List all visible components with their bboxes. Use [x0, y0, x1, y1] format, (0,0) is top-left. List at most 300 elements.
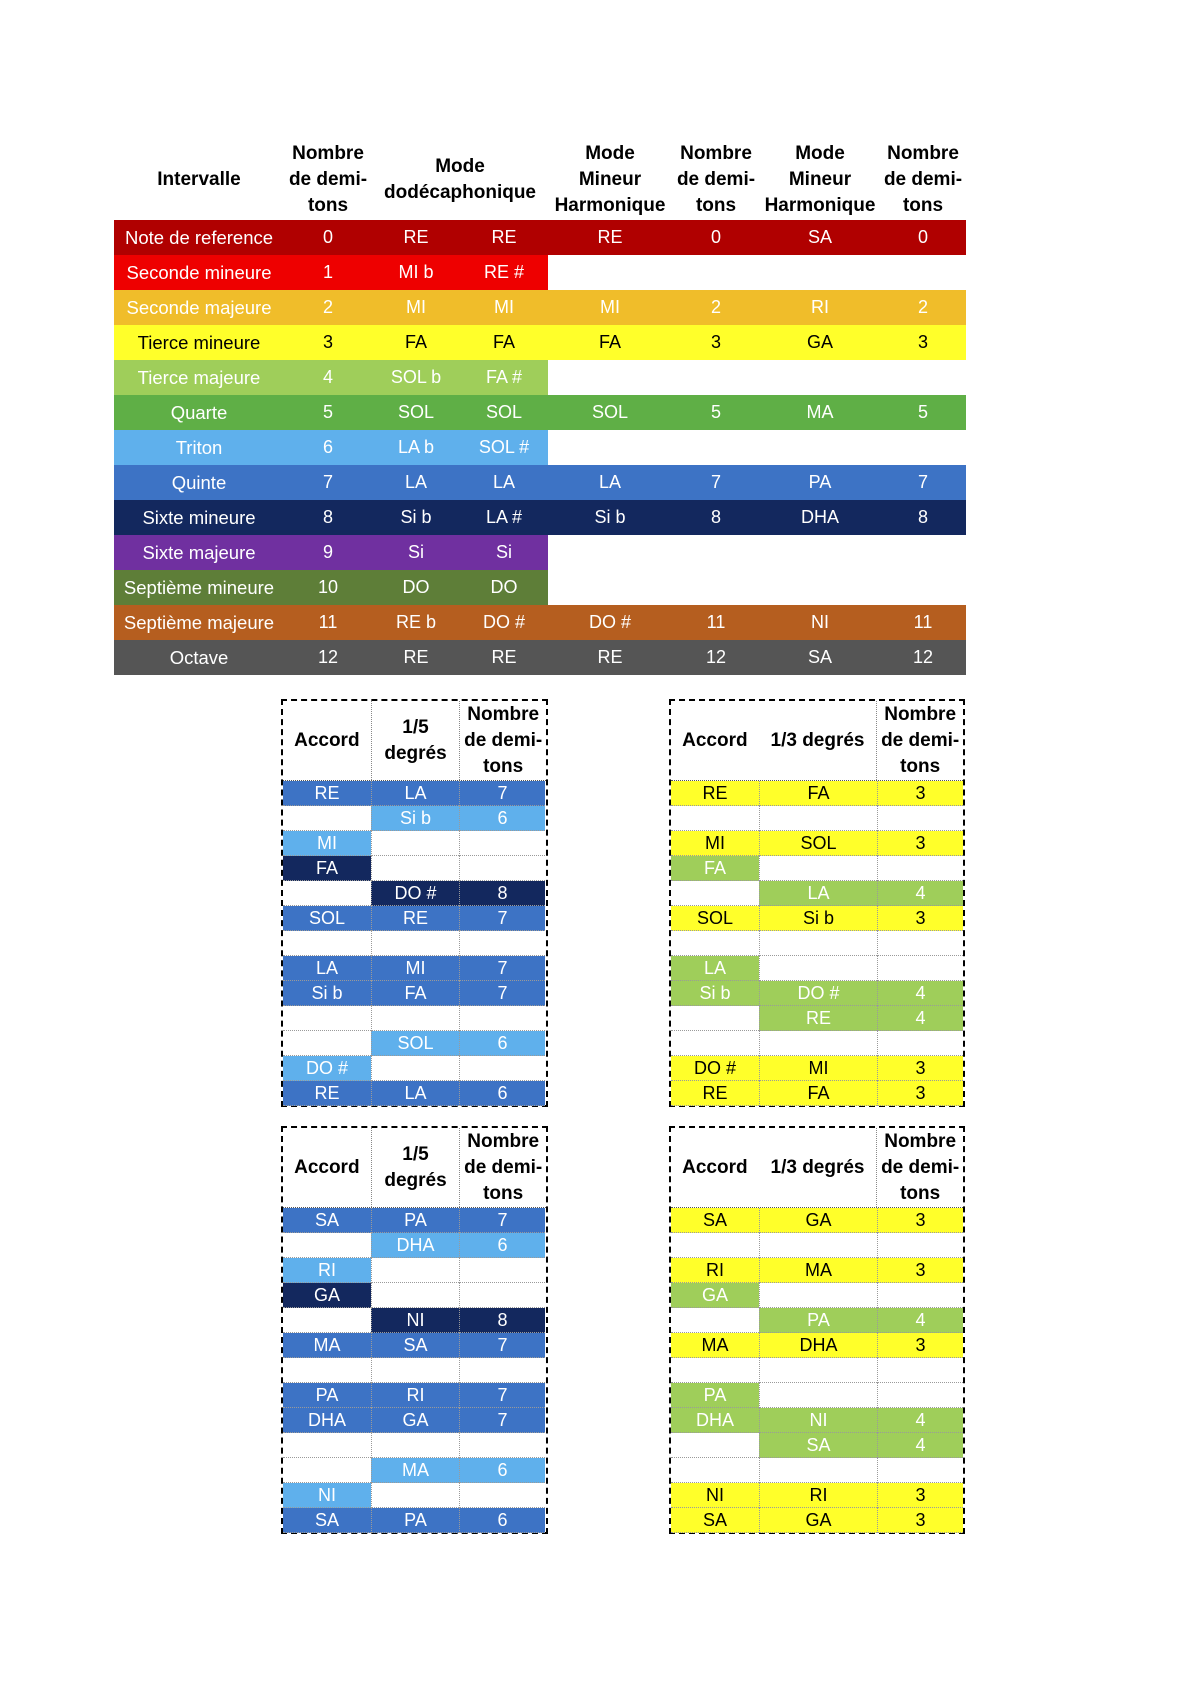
chord-degree	[759, 956, 877, 981]
interval-name: Quarte	[114, 395, 284, 430]
chord-note: SA	[671, 1208, 759, 1233]
chord-semitones	[459, 1433, 545, 1458]
chord-semitones	[459, 1283, 545, 1308]
chord-semitones	[877, 1031, 963, 1056]
interval-cell: 7	[284, 465, 372, 500]
header-mode-mineur-harmonique	[548, 140, 672, 220]
interval-cell	[672, 535, 760, 570]
chord-semitones	[459, 1483, 545, 1508]
interval-row	[114, 430, 966, 465]
header-line: Nombre	[887, 143, 959, 164]
chord-degree: RI	[759, 1483, 877, 1508]
chord-degree: PA	[371, 1208, 459, 1233]
chord-row	[283, 1308, 546, 1333]
interval-cell: 1	[284, 255, 372, 290]
interval-cell: 0	[672, 220, 760, 255]
chord-semitones: 3	[877, 1081, 963, 1106]
chord-note	[283, 1358, 371, 1383]
interval-cell: 8	[880, 500, 966, 535]
chord-degree	[371, 1258, 459, 1283]
chord-semitones	[459, 931, 545, 956]
interval-row	[114, 290, 966, 325]
chord-semitones: 4	[877, 1006, 963, 1031]
interval-name: Note de reference	[114, 220, 284, 255]
interval-cell: LA	[460, 465, 548, 500]
interval-cell: 3	[672, 325, 760, 360]
chord-semitones	[877, 1383, 963, 1408]
chord-degree: SOL	[371, 1031, 459, 1056]
interval-table-header	[114, 140, 966, 220]
chord-row	[283, 1508, 546, 1533]
interval-cell: 5	[284, 395, 372, 430]
header-line: Nombre	[884, 1130, 957, 1152]
chord-note	[671, 1458, 759, 1483]
interval-name: Sixte majeure	[114, 535, 284, 570]
chord-row	[671, 1031, 963, 1056]
header-line: Nombre	[467, 1130, 540, 1152]
chord-degree: GA	[371, 1408, 459, 1433]
interval-row	[114, 325, 966, 360]
chord-semitones: 4	[877, 1433, 963, 1458]
interval-name: Tierce mineure	[114, 325, 284, 360]
chord-note	[671, 806, 759, 831]
chord-semitones: 3	[877, 831, 963, 856]
chord-degree: FA	[759, 781, 877, 806]
chord-degree	[371, 1433, 459, 1458]
header-line: de demi-	[883, 169, 963, 190]
chord-note: GA	[671, 1283, 759, 1308]
chord-degree	[759, 1283, 877, 1308]
chord-note: SA	[283, 1508, 371, 1533]
header-line: Mineur	[788, 169, 852, 190]
chord-row	[671, 1208, 963, 1233]
interval-cell: LA	[372, 465, 460, 500]
chord-semitones: 3	[877, 1258, 963, 1283]
interval-row	[114, 605, 966, 640]
chord-row	[283, 1358, 546, 1383]
interval-cell: RE	[372, 640, 460, 675]
chord-table-fifths-western	[281, 699, 548, 1107]
interval-cell: 2	[284, 290, 372, 325]
chord-header-cell	[759, 1128, 877, 1207]
chord-row	[283, 1283, 546, 1308]
chord-row	[671, 1483, 963, 1508]
header-mode-mineur-harmonique	[760, 140, 880, 220]
chord-semitones: 3	[877, 1333, 963, 1358]
interval-cell	[880, 430, 966, 465]
chord-note	[283, 1006, 371, 1031]
chord-row	[283, 1006, 546, 1031]
interval-cell: 2	[880, 290, 966, 325]
interval-name: Seconde majeure	[114, 290, 284, 325]
interval-cell	[880, 255, 966, 290]
chord-semitones: 8	[459, 1308, 545, 1333]
interval-cell: GA	[760, 325, 880, 360]
interval-cell: 9	[284, 535, 372, 570]
chord-semitones	[459, 831, 545, 856]
chord-note: SA	[283, 1208, 371, 1233]
interval-cell: 5	[672, 395, 760, 430]
header-line: 1/5 degrés	[384, 716, 447, 764]
chord-note: RE	[671, 1081, 759, 1106]
header-line: tons	[900, 755, 941, 777]
interval-cell: 11	[672, 605, 760, 640]
chord-semitones	[877, 806, 963, 831]
chord-degree	[371, 1283, 459, 1308]
chord-row	[283, 1458, 546, 1483]
chord-header-cell	[459, 1128, 546, 1207]
chord-degree: MA	[759, 1258, 877, 1283]
chord-note: DHA	[283, 1408, 371, 1433]
chord-semitones: 4	[877, 1408, 963, 1433]
chord-note: GA	[283, 1283, 371, 1308]
chord-degree: MI	[759, 1056, 877, 1081]
chord-note: LA	[671, 956, 759, 981]
chord-row	[283, 956, 546, 981]
header-line: tons	[902, 195, 944, 216]
chord-note: FA	[671, 856, 759, 881]
interval-cell: SOL	[372, 395, 460, 430]
chord-semitones: 8	[459, 881, 545, 906]
chord-semitones: 6	[459, 1081, 545, 1106]
interval-cell: FA	[548, 325, 672, 360]
chord-degree: DO #	[759, 981, 877, 1006]
chord-degree: DO #	[371, 881, 459, 906]
chord-degree: DHA	[759, 1333, 877, 1358]
chord-degree	[759, 931, 877, 956]
interval-cell: Si b	[372, 500, 460, 535]
chord-table-fifths-indian	[281, 1126, 548, 1534]
chord-note	[283, 806, 371, 831]
interval-cell: DO	[460, 570, 548, 605]
chord-degree: RE	[759, 1006, 877, 1031]
chord-degree: PA	[759, 1308, 877, 1333]
header-line: Nombre	[680, 143, 752, 164]
chord-degree: SA	[371, 1333, 459, 1358]
interval-cell	[548, 570, 672, 605]
chord-row	[283, 906, 546, 931]
header-demi-tons	[672, 140, 760, 220]
chord-note: MA	[671, 1333, 759, 1358]
chord-table-header	[283, 701, 546, 781]
interval-cell: LA #	[460, 500, 548, 535]
interval-cell: SOL #	[460, 430, 548, 465]
chord-row	[283, 1208, 546, 1233]
chord-note	[283, 1308, 371, 1333]
chord-header-cell	[876, 1128, 963, 1207]
interval-row	[114, 500, 966, 535]
interval-cell: 5	[880, 395, 966, 430]
interval-name: Tierce majeure	[114, 360, 284, 395]
interval-cell: LA	[548, 465, 672, 500]
chord-degree	[371, 1056, 459, 1081]
interval-row	[114, 220, 966, 255]
chord-header-cell	[371, 701, 460, 780]
chord-degree	[759, 806, 877, 831]
chord-table-header	[671, 701, 963, 781]
chord-row	[671, 1433, 963, 1458]
interval-cell: MI b	[372, 255, 460, 290]
chord-note: RI	[283, 1258, 371, 1283]
interval-row	[114, 535, 966, 570]
chord-note	[671, 1031, 759, 1056]
chord-degree	[759, 1358, 877, 1383]
interval-cell: 0	[284, 220, 372, 255]
header-line: de demi-	[881, 1156, 960, 1178]
interval-cell: SOL	[460, 395, 548, 430]
chord-note	[283, 1031, 371, 1056]
chord-degree: GA	[759, 1508, 877, 1533]
header-line: tons	[483, 755, 524, 777]
interval-cell: MI	[548, 290, 672, 325]
interval-row	[114, 570, 966, 605]
header-line: dodécaphonique	[384, 182, 536, 203]
chord-degree	[371, 931, 459, 956]
interval-name: Septième mineure	[114, 570, 284, 605]
chord-semitones	[459, 1006, 545, 1031]
interval-cell: PA	[760, 465, 880, 500]
header-line: tons	[483, 1182, 524, 1204]
chord-semitones: 7	[459, 781, 545, 806]
chord-degree: LA	[371, 1081, 459, 1106]
chord-row	[283, 881, 546, 906]
interval-name: Seconde mineure	[114, 255, 284, 290]
interval-cell: SOL b	[372, 360, 460, 395]
chord-degree: MA	[371, 1458, 459, 1483]
interval-cell: DHA	[760, 500, 880, 535]
header-line: de demi-	[676, 169, 756, 190]
chord-row	[671, 1081, 963, 1106]
interval-cell: 8	[672, 500, 760, 535]
chord-semitones	[877, 1458, 963, 1483]
header-line: Harmonique	[554, 195, 666, 216]
interval-cell: FA	[372, 325, 460, 360]
chord-semitones: 6	[459, 1508, 545, 1533]
chord-degree: RE	[371, 906, 459, 931]
interval-cell	[672, 430, 760, 465]
interval-cell: 7	[672, 465, 760, 500]
chord-semitones	[877, 856, 963, 881]
interval-name: Septième majeure	[114, 605, 284, 640]
interval-cell: FA #	[460, 360, 548, 395]
chord-degree	[759, 1031, 877, 1056]
chord-note: Si b	[283, 981, 371, 1006]
interval-cell: MI	[460, 290, 548, 325]
chord-degree	[371, 1483, 459, 1508]
interval-cell: 3	[880, 325, 966, 360]
chord-degree	[371, 1006, 459, 1031]
chord-row	[671, 1006, 963, 1031]
chord-semitones: 6	[459, 806, 545, 831]
interval-cell	[760, 360, 880, 395]
interval-cell: 0	[880, 220, 966, 255]
chord-row	[283, 806, 546, 831]
chord-degree: SOL	[759, 831, 877, 856]
chord-semitones: 6	[459, 1458, 545, 1483]
interval-cell	[548, 430, 672, 465]
chord-degree: NI	[759, 1408, 877, 1433]
interval-cell: 8	[284, 500, 372, 535]
chord-semitones	[459, 856, 545, 881]
chord-semitones: 7	[459, 906, 545, 931]
interval-cell: FA	[460, 325, 548, 360]
chord-note: DO #	[283, 1056, 371, 1081]
chord-row	[671, 1283, 963, 1308]
chord-row	[283, 781, 546, 806]
header-line: Mode	[435, 156, 485, 177]
interval-name: Sixte mineure	[114, 500, 284, 535]
interval-cell: Si	[372, 535, 460, 570]
chord-degree	[759, 1233, 877, 1258]
chord-row	[283, 1383, 546, 1408]
interval-cell: RI	[760, 290, 880, 325]
chord-semitones	[877, 1283, 963, 1308]
chord-note: DO #	[671, 1056, 759, 1081]
chord-row	[283, 1233, 546, 1258]
chord-degree: MI	[371, 956, 459, 981]
chord-semitones: 3	[877, 1208, 963, 1233]
chord-note: NI	[671, 1483, 759, 1508]
chord-note	[671, 1433, 759, 1458]
chord-degree	[371, 856, 459, 881]
interval-cell: 6	[284, 430, 372, 465]
chord-note: FA	[283, 856, 371, 881]
chord-note: LA	[283, 956, 371, 981]
interval-cell: DO #	[460, 605, 548, 640]
chord-row	[671, 1358, 963, 1383]
chord-row	[283, 1408, 546, 1433]
interval-row	[114, 465, 966, 500]
header-line: Mode	[795, 143, 845, 164]
chord-semitones: 3	[877, 906, 963, 931]
chord-row	[671, 881, 963, 906]
chord-note	[671, 1308, 759, 1333]
chord-note: NI	[283, 1483, 371, 1508]
interval-name: Quinte	[114, 465, 284, 500]
interval-cell: 12	[672, 640, 760, 675]
chord-row	[283, 831, 546, 856]
chord-note	[283, 881, 371, 906]
header-line: tons	[695, 195, 737, 216]
interval-cell: 4	[284, 360, 372, 395]
chord-row	[671, 806, 963, 831]
chord-table-thirds-western	[669, 699, 965, 1107]
chord-note	[283, 931, 371, 956]
header-line: Accord	[682, 1156, 748, 1178]
header-line: de demi-	[464, 729, 543, 751]
chord-degree: SA	[759, 1433, 877, 1458]
chord-row	[283, 1258, 546, 1283]
chord-note: MI	[283, 831, 371, 856]
chord-semitones: 6	[459, 1031, 545, 1056]
chord-row	[671, 1233, 963, 1258]
chord-header-cell	[759, 701, 877, 780]
chord-degree: Si b	[371, 806, 459, 831]
chord-degree: FA	[371, 981, 459, 1006]
interval-cell: 3	[284, 325, 372, 360]
chord-degree: PA	[371, 1508, 459, 1533]
chord-row	[671, 831, 963, 856]
chord-row	[283, 1081, 546, 1106]
chord-row	[283, 931, 546, 956]
chord-row	[283, 1433, 546, 1458]
chord-row	[283, 1333, 546, 1358]
header-line: Nombre	[292, 143, 364, 164]
header-line: Accord	[294, 729, 360, 751]
interval-cell	[672, 255, 760, 290]
interval-cell: Si b	[548, 500, 672, 535]
chord-note: SOL	[671, 906, 759, 931]
chord-semitones: 7	[459, 981, 545, 1006]
interval-name: Triton	[114, 430, 284, 465]
chord-note: SOL	[283, 906, 371, 931]
interval-cell	[548, 535, 672, 570]
interval-cell: RE	[372, 220, 460, 255]
chord-semitones	[877, 1358, 963, 1383]
header-line: Mode	[585, 143, 635, 164]
chord-note: RE	[283, 781, 371, 806]
interval-cell	[880, 570, 966, 605]
chord-semitones: 4	[877, 1308, 963, 1333]
chord-note: MI	[671, 831, 759, 856]
interval-cell	[548, 360, 672, 395]
interval-cell: LA b	[372, 430, 460, 465]
chord-header-cell	[283, 1128, 371, 1207]
interval-cell: RE	[548, 220, 672, 255]
interval-cell: MI	[372, 290, 460, 325]
chord-header-cell	[459, 701, 546, 780]
header-line: 1/3 degrés	[770, 1156, 865, 1178]
chord-semitones	[459, 1358, 545, 1383]
header-line: Accord	[294, 1156, 360, 1178]
interval-cell: 7	[880, 465, 966, 500]
chord-header-cell	[371, 1128, 460, 1207]
chord-note: RI	[671, 1258, 759, 1283]
chord-header-cell	[671, 1128, 759, 1207]
chord-row	[671, 1333, 963, 1358]
interval-row	[114, 640, 966, 675]
chord-note	[671, 1233, 759, 1258]
interval-cell: DO #	[548, 605, 672, 640]
interval-cell: 12	[284, 640, 372, 675]
chord-note	[671, 881, 759, 906]
chord-degree: FA	[759, 1081, 877, 1106]
interval-cell: MA	[760, 395, 880, 430]
chord-semitones: 4	[877, 981, 963, 1006]
interval-cell	[760, 255, 880, 290]
chord-row	[671, 1308, 963, 1333]
interval-cell: NI	[760, 605, 880, 640]
header-intervalle	[114, 140, 284, 220]
chord-semitones: 7	[459, 956, 545, 981]
chord-degree	[759, 1458, 877, 1483]
interval-cell: RE	[548, 640, 672, 675]
interval-cell: SA	[760, 640, 880, 675]
chord-semitones: 4	[877, 881, 963, 906]
header-demi-tons	[880, 140, 966, 220]
interval-cell	[672, 570, 760, 605]
interval-cell: 12	[880, 640, 966, 675]
header-mode-dodecaphonique	[372, 140, 548, 220]
interval-cell	[880, 535, 966, 570]
chord-row	[671, 1383, 963, 1408]
chord-note	[283, 1433, 371, 1458]
chord-semitones: 7	[459, 1333, 545, 1358]
interval-cell: 10	[284, 570, 372, 605]
chord-note: SA	[671, 1508, 759, 1533]
interval-cell: RE b	[372, 605, 460, 640]
interval-cell	[548, 255, 672, 290]
